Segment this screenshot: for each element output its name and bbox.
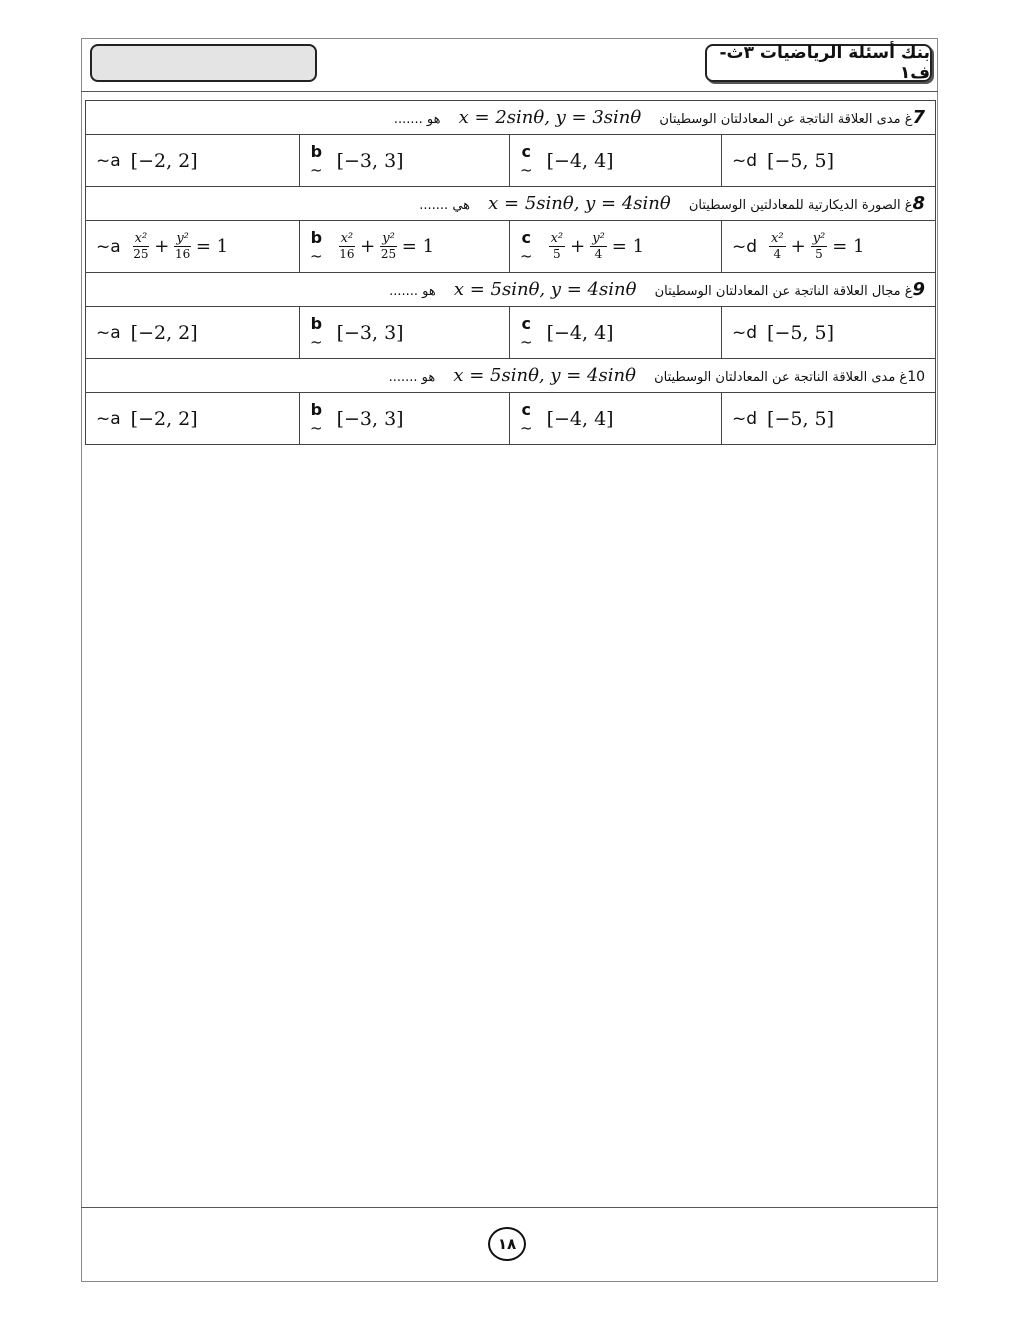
option-label: c ~	[520, 399, 533, 437]
plus-sign: +	[154, 236, 170, 257]
question-number: 10	[907, 369, 926, 385]
option-a[interactable]	[86, 135, 300, 187]
option-value: [−4, 4]	[546, 149, 614, 172]
fraction-x: $\frac{\text{x²}}{4}$	[771, 231, 784, 261]
question-marker: غ	[904, 112, 913, 127]
option-d[interactable]	[722, 307, 936, 359]
option-label: b ~	[310, 399, 323, 437]
option-label: c ~	[520, 141, 533, 179]
question-ending: هو .......	[393, 112, 441, 127]
question-row	[86, 359, 936, 393]
option-value: [−3, 3]	[336, 407, 404, 430]
option-label: b ~	[310, 313, 323, 351]
question-prompt: مدى العلاقة الناتجة عن المعادلتان الوسطيتان	[659, 112, 901, 127]
option-d[interactable]	[722, 393, 936, 445]
header-title: بنك أسئلة الرياضيات ٣ث-ف١	[705, 44, 932, 82]
question-marker: غ	[904, 198, 913, 213]
option-b[interactable]	[300, 307, 510, 359]
fraction-x: $\frac{\text{x²}}{5}$	[550, 231, 564, 261]
equation-rhs: = 1	[195, 236, 229, 257]
option-label: b ~	[310, 141, 323, 179]
question-number: 7	[912, 107, 926, 128]
question-equation: x = 5sinθ, y = 4sinθ	[453, 279, 637, 300]
question-equation: x = 5sinθ, y = 4sinθ	[453, 365, 636, 386]
question-equation: x = 2sinθ, y = 3sinθ	[458, 107, 642, 128]
question-equation: x = 5sinθ, y = 4sinθ	[488, 193, 671, 214]
option-value: [−5, 5]	[767, 149, 835, 172]
option-label: ~d	[732, 236, 758, 257]
option-a[interactable]	[86, 221, 300, 273]
header-blank-box	[90, 44, 317, 82]
option-a[interactable]	[86, 307, 300, 359]
option-label: ~a	[96, 150, 121, 171]
option-value: [−4, 4]	[546, 407, 614, 430]
question-row	[86, 187, 936, 221]
fraction-y: $\frac{\text{y²}}{16}$	[174, 231, 191, 261]
option-label: ~d	[732, 150, 758, 171]
option-label: c ~	[520, 227, 533, 265]
option-label: ~d	[732, 322, 758, 343]
option-value: [−3, 3]	[336, 149, 404, 172]
page-number: ١٨	[488, 1227, 526, 1261]
option-c[interactable]	[510, 221, 722, 273]
option-value: [−2, 2]	[130, 321, 198, 344]
equation-rhs: = 1	[832, 236, 865, 257]
option-b[interactable]	[300, 135, 510, 187]
option-value: [−5, 5]	[767, 321, 835, 344]
option-b[interactable]	[300, 221, 510, 273]
option-label: ~a	[96, 322, 121, 343]
fraction-x: $\frac{\text{x²}}{16}$	[339, 231, 355, 261]
question-text	[86, 359, 936, 393]
plus-sign: +	[790, 236, 806, 257]
option-label: c ~	[520, 313, 533, 351]
option-c[interactable]	[510, 307, 722, 359]
option-c[interactable]	[510, 393, 722, 445]
question-text	[86, 273, 936, 307]
question-ending: هي .......	[419, 198, 471, 213]
options-row	[86, 135, 936, 187]
question-marker: غ	[899, 370, 908, 385]
plus-sign: +	[360, 236, 376, 257]
plus-sign: +	[570, 236, 586, 257]
option-a[interactable]	[86, 393, 300, 445]
question-marker: غ	[904, 284, 913, 299]
options-row	[86, 221, 936, 273]
question-prompt: مدى العلاقة الناتجة عن المعادلتان الوسطيتان	[654, 370, 896, 385]
question-row	[86, 273, 936, 307]
question-text	[86, 101, 936, 135]
option-value: [−5, 5]	[767, 407, 835, 430]
option-value: [−3, 3]	[336, 321, 404, 344]
option-value: [−2, 2]	[130, 149, 198, 172]
equation-rhs: = 1	[611, 236, 645, 257]
equation-rhs: = 1	[401, 236, 435, 257]
question-ending: هو .......	[388, 370, 436, 385]
question-row	[86, 101, 936, 135]
option-label: ~a	[96, 236, 121, 257]
fraction-y: $\frac{\text{y²}}{25}$	[380, 231, 397, 261]
option-label: b ~	[310, 227, 323, 265]
fraction-y: $\frac{\text{y²}}{4}$	[592, 231, 605, 261]
footer-divider	[81, 1207, 938, 1208]
options-row	[86, 307, 936, 359]
option-d[interactable]	[722, 135, 936, 187]
question-number: 8	[912, 193, 926, 214]
fraction-y: $\frac{\text{y²}}{5}$	[812, 231, 826, 261]
questions-table	[85, 100, 936, 445]
fraction-x: $\frac{\text{x²}}{25}$	[133, 231, 149, 261]
question-text	[86, 187, 936, 221]
question-prompt: مجال العلاقة الناتجة عن المعادلتان الوسطيتان	[654, 284, 901, 299]
question-ending: هو .......	[389, 284, 436, 299]
header-divider	[81, 91, 938, 92]
options-row	[86, 393, 936, 445]
option-label: ~a	[96, 408, 121, 429]
option-b[interactable]	[300, 393, 510, 445]
question-number: 9	[912, 279, 926, 300]
option-d[interactable]	[722, 221, 936, 273]
option-c[interactable]	[510, 135, 722, 187]
question-prompt: الصورة الديكارتية للمعادلتين الوسطيتان	[688, 198, 901, 213]
option-value: [−4, 4]	[546, 321, 614, 344]
option-value: [−2, 2]	[130, 407, 198, 430]
option-label: ~d	[732, 408, 758, 429]
